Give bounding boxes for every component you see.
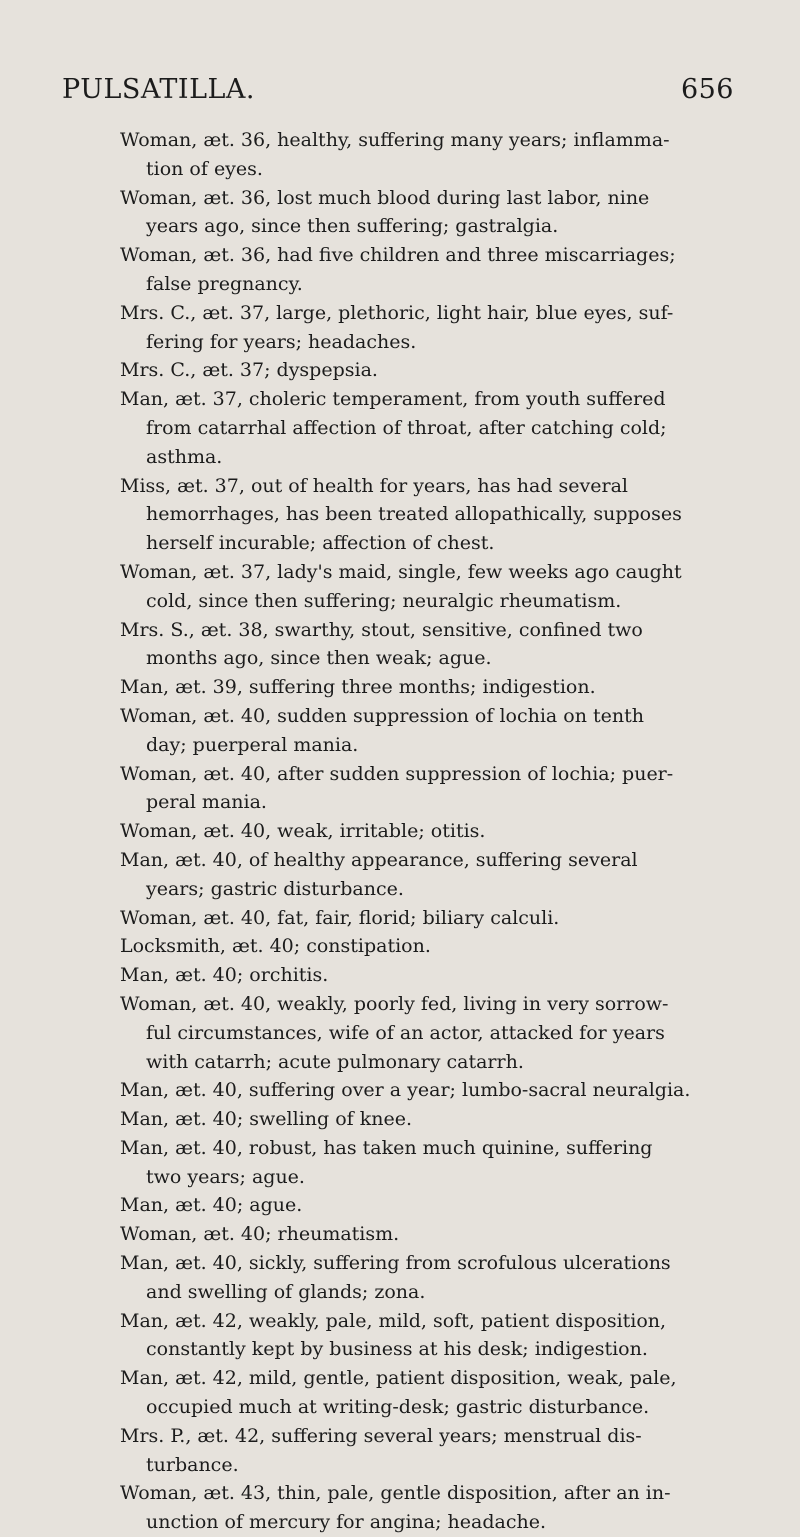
case-entry (120, 616, 720, 674)
case-entry (120, 1364, 720, 1422)
entry-line: Man, æt. 40, sickly, suffering from scrofulous ulcerations (120, 1252, 671, 1275)
case-entry (120, 184, 720, 242)
entry-line: Woman, æt. 40, weak, irritable; otitis. (120, 820, 486, 843)
case-entry (120, 356, 720, 385)
entry-line: Man, æt. 40, suffering over a year; lumbo-sacral neuralgia. (120, 1079, 691, 1102)
case-entry (120, 1191, 720, 1220)
case-entry (120, 1134, 720, 1192)
case-entry (120, 904, 720, 933)
case-entry (120, 1249, 720, 1307)
entry-line: Woman, æt. 40; rheumatism. (120, 1223, 400, 1246)
entry-line: herself incurable; affection of chest. (146, 532, 495, 555)
entry-line: Miss, æt. 37, out of health for years, has had several (120, 474, 628, 497)
entry-line: asthma. (146, 445, 223, 468)
entry-line: Man, æt. 42, mild, gentle, patient disposition, weak, pale, (120, 1367, 677, 1390)
case-entry (120, 1105, 720, 1134)
entry-line: months ago, since then weak; ague. (146, 647, 492, 670)
entry-line: Locksmith, æt. 40; constipation. (120, 935, 431, 958)
entry-line: Man, æt. 39, suffering three months; indigestion. (120, 676, 596, 699)
case-entry (120, 961, 720, 990)
entry-line: years ago, since then suffering; gastralgia. (146, 215, 559, 238)
entry-line: Woman, æt. 36, healthy, suffering many years; inflamma- (120, 129, 670, 151)
case-entry (120, 673, 720, 702)
case-entry (120, 1307, 720, 1365)
entry-line: and swelling of glands; zona. (146, 1280, 426, 1303)
entry-line: Woman, æt. 40, fat, fair, florid; biliary calculi. (120, 906, 560, 929)
entry-line: two years; ague. (146, 1165, 305, 1188)
case-entry (120, 990, 720, 1076)
entry-line: Mrs. C., æt. 37, large, plethoric, light hair, blue eyes, suf- (120, 301, 674, 324)
case-entries (120, 126, 720, 1537)
case-entry (120, 1422, 720, 1480)
case-entry (120, 760, 720, 818)
entry-line: fering for years; headaches. (146, 330, 417, 353)
case-entry (120, 299, 720, 357)
entry-line: Man, æt. 40; orchitis. (120, 964, 329, 987)
entry-line: Mrs. C., æt. 37; dyspepsia. (120, 359, 378, 382)
entry-line: Man, æt. 37, choleric temperament, from youth suffered (120, 388, 666, 411)
case-entry (120, 241, 720, 299)
entry-line: peral mania. (146, 791, 267, 814)
entry-line: hemorrhages, has been treated allopathically, supposes (146, 503, 682, 526)
case-entry (120, 472, 720, 558)
case-entry (120, 932, 720, 961)
case-entry (120, 385, 720, 471)
case-entry (120, 846, 720, 904)
running-header (62, 74, 734, 105)
case-entry (120, 1220, 720, 1249)
entry-line: Man, æt. 40, robust, has taken much quinine, suffering (120, 1136, 653, 1159)
entry-line: tion of eyes. (146, 157, 263, 180)
running-title: PULSATILLA. (62, 74, 256, 105)
case-entry (120, 1479, 720, 1537)
entry-line: Woman, æt. 36, lost much blood during last labor, nine (120, 186, 650, 209)
entry-line: Woman, æt. 37, lady's maid, single, few weeks ago caught (120, 560, 682, 583)
entry-line: Man, æt. 42, weakly, pale, mild, soft, patient disposition, (120, 1309, 667, 1332)
entry-line: constantly kept by business at his desk; indigestion. (146, 1338, 648, 1361)
case-entry (120, 702, 720, 760)
entry-line: Woman, æt. 40, sudden suppression of lochia on tenth (120, 704, 644, 727)
entry-line: from catarrhal affection of throat, after catching cold; (146, 416, 667, 439)
entry-line: false pregnancy. (146, 272, 303, 295)
entry-line: turbance. (146, 1453, 239, 1476)
entry-line: Woman, æt. 40, after sudden suppression of lochia; puer- (120, 762, 674, 785)
case-entry (120, 817, 720, 846)
case-entry (120, 126, 720, 184)
entry-line: occupied much at writing-desk; gastric disturbance. (146, 1396, 650, 1419)
entry-line: Woman, æt. 40, weakly, poorly fed, living in very sorrow- (120, 992, 669, 1015)
entry-line: Woman, æt. 36, had five children and three miscarriages; (120, 244, 676, 267)
entry-line: Man, æt. 40; swelling of knee. (120, 1108, 413, 1131)
entry-line: Man, æt. 40, of healthy appearance, suffering several (120, 848, 638, 871)
entry-line: Man, æt. 40; ague. (120, 1194, 303, 1217)
entry-line: cold, since then suffering; neuralgic rheumatism. (146, 589, 622, 612)
entry-line: day; puerperal mania. (146, 733, 359, 756)
case-entry (120, 558, 720, 616)
entry-line: Woman, æt. 43, thin, pale, gentle disposition, after an in- (120, 1482, 671, 1505)
entry-line: Mrs. P., æt. 42, suffering several years; menstrual dis- (120, 1424, 642, 1447)
entry-line: unction of mercury for angina; headache. (146, 1511, 546, 1534)
entry-line: Mrs. S., æt. 38, swarthy, stout, sensitive, confined two (120, 618, 643, 641)
entry-line: years; gastric disturbance. (146, 877, 404, 900)
case-entry (120, 1076, 720, 1105)
entry-line: ful circumstances, wife of an actor, attacked for years (146, 1021, 665, 1044)
page-number: 656 (680, 74, 734, 105)
entry-line: with catarrh; acute pulmonary catarrh. (146, 1050, 524, 1073)
